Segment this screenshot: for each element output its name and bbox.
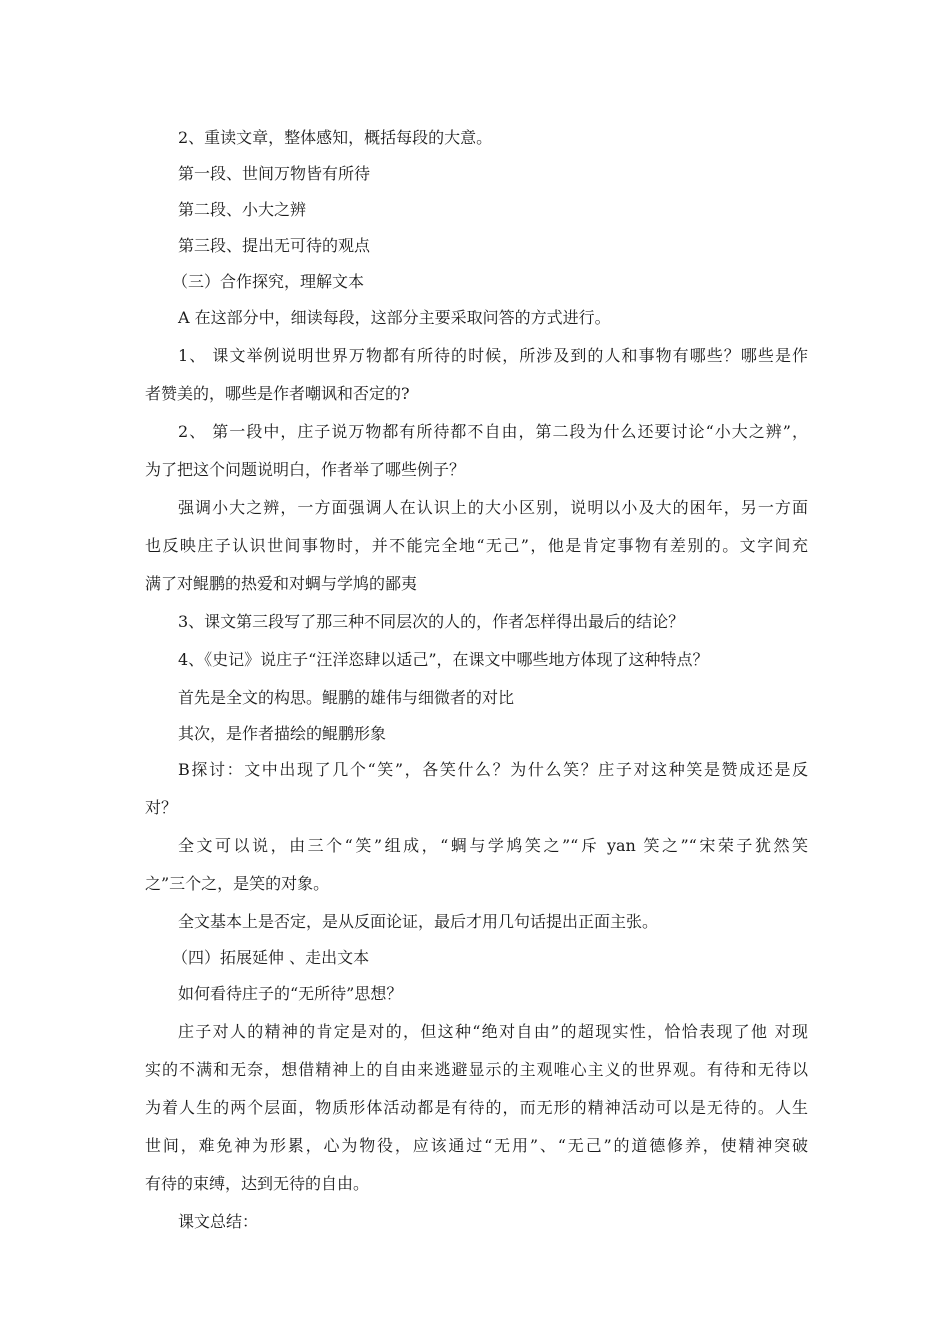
answer-line: 强调小大之辨，一方面强调人在认识上的大小区别，说明以小及大的困年，另一方面 <box>178 498 808 517</box>
paragraph-line: 为了把这个问题说明白，作者举了哪些例子？ <box>145 460 466 479</box>
question-line: 4、《史记》说庄子“汪洋恣肆以适己”，在课文中哪些地方体现了这种特点？ <box>178 650 709 669</box>
answer-line: 全文可以说，由三个“笑”组成，“蜩与学鸠笑之”“斥 yan 笑之”“宋荣子犹然笑 <box>178 836 808 855</box>
paragraph-line: 者赞美的，哪些是作者嘲讽和否定的? <box>145 384 410 403</box>
paragraph-line: 第一段、世间万物皆有所待 <box>178 164 371 183</box>
answer-line: 为着人生的两个层面，物质形体活动都是有待的，而无形的精神活动可以是无待的。人生 <box>145 1098 808 1117</box>
answer-line: 满了对鲲鹏的热爱和对蜩与学鸠的鄙夷 <box>145 574 418 593</box>
section-heading: （三）合作探究，理解文本 <box>172 272 365 291</box>
section-heading: （四）拓展延伸 、走出文本 <box>172 948 370 967</box>
answer-line: 有待的束缚，达到无待的自由。 <box>145 1174 370 1193</box>
answer-line: 实的不满和无奈，想借精神上的自由来逃避显示的主观唯心主义的世界观。有待和无待以 <box>145 1060 808 1079</box>
question-line: 2、 第一段中，庄子说万物都有所待都不自由，第二段为什么还要讨论“小大之辨”， <box>178 422 808 441</box>
paragraph-line: 第二段、小大之辨 <box>178 200 307 219</box>
answer-line: 庄子对人的精神的肯定是对的，但这种“绝对自由”的超现实性，恰恰表现了他 对现 <box>178 1022 808 1041</box>
section-heading: 课文总结： <box>178 1212 259 1231</box>
paragraph-line: A 在这部分中，细读每段，这部分主要采取问答的方式进行。 <box>178 308 611 327</box>
answer-line: 首先是全文的构思。鲲鹏的雄伟与细微者的对比 <box>178 688 515 707</box>
question-line: B探讨：文中出现了几个“笑”，各笑什么？为什么笑？庄子对这种笑是赞成还是反 <box>178 760 808 779</box>
paragraph-line: 第三段、提出无可待的观点 <box>178 236 371 255</box>
answer-line: 其次，是作者描绘的鲲鹏形象 <box>178 724 387 743</box>
answer-line: 之”三个之，是笑的对象。 <box>145 874 330 893</box>
answer-line: 世间，难免神为形累，心为物役，应该通过“无用”、“无己”的道德修养，使精神突破 <box>145 1136 808 1155</box>
answer-line: 也反映庄子认识世间事物时，并不能完全地“无己”，他是肯定事物有差别的。文字间充 <box>145 536 808 555</box>
question-line: 如何看待庄子的“无所待”思想？ <box>178 984 403 1003</box>
question-line: 1、 课文举例说明世界万物都有所待的时候，所涉及到的人和事物有哪些？哪些是作 <box>178 346 808 365</box>
question-line: 对？ <box>145 798 178 817</box>
question-line: 3、课文第三段写了那三种不同层次的人的，作者怎样得出最后的结论？ <box>178 612 685 631</box>
paragraph-line: 2、重读文章，整体感知，概括每段的大意。 <box>178 128 493 147</box>
answer-line: 全文基本上是否定，是从反面论证，最后才用几句话提出正面主张。 <box>178 912 659 931</box>
